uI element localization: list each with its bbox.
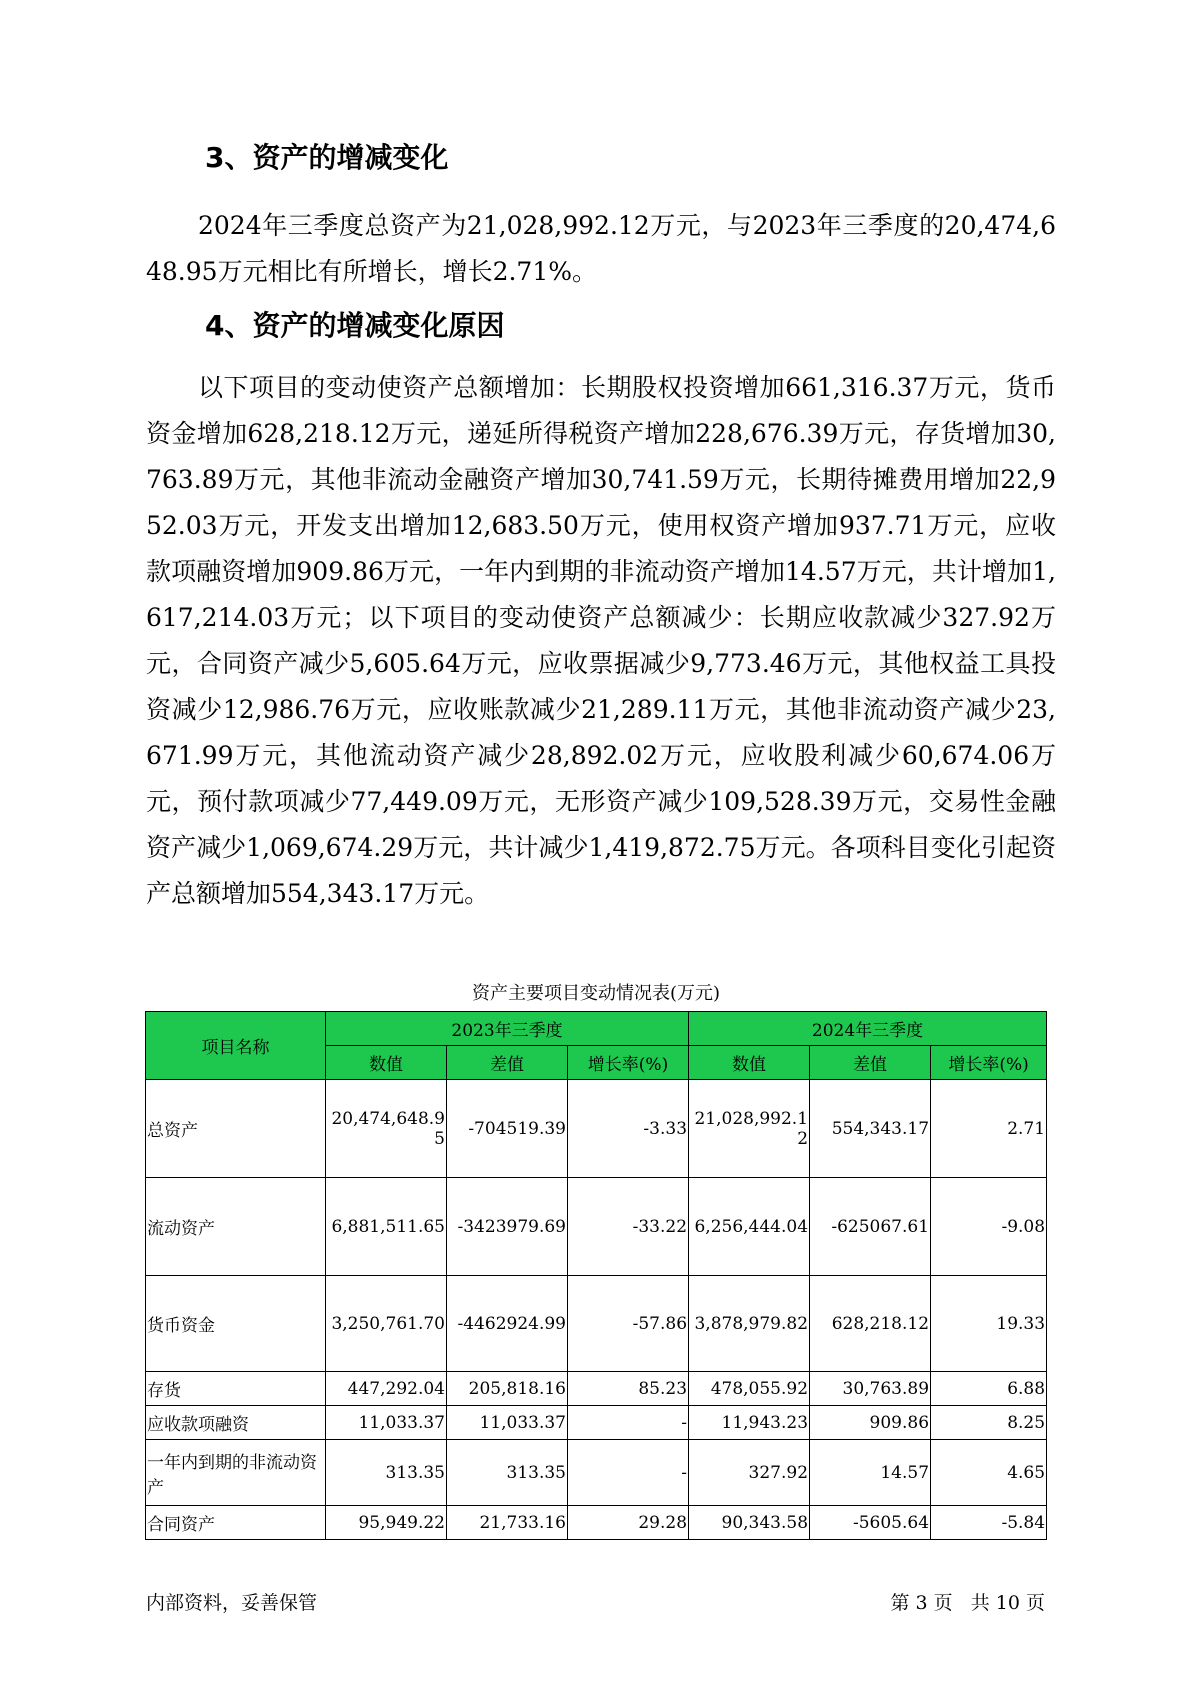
- cell-2023-rate: 85.23: [568, 1372, 689, 1406]
- cell-2023-diff: -4462924.99: [447, 1276, 568, 1372]
- table-row: [146, 1440, 1047, 1506]
- cell-2023-rate: -3.33: [568, 1080, 689, 1178]
- header-2023-rate: 增长率(%): [568, 1046, 689, 1080]
- cell-2024-rate: 6.88: [931, 1372, 1047, 1406]
- row-name: 流动资产: [146, 1178, 326, 1276]
- cell-2023-rate: -: [568, 1440, 689, 1506]
- cell-2024-value: 478,055.92: [689, 1372, 810, 1406]
- table-row: [146, 1506, 1047, 1540]
- cell-2024-rate: 8.25: [931, 1406, 1047, 1440]
- cell-2024-rate: -9.08: [931, 1178, 1047, 1276]
- table-row: [146, 1406, 1047, 1440]
- cell-2024-diff: 30,763.89: [810, 1372, 931, 1406]
- asset-change-table: [145, 1011, 1047, 1540]
- table-row: [146, 1080, 1047, 1178]
- cell-2023-value: 20,474,648.95: [326, 1080, 447, 1178]
- table-caption: 资产主要项目变动情况表(万元): [471, 983, 721, 1004]
- header-2023-diff: 差值: [447, 1046, 568, 1080]
- header-period-2023: 2023年三季度: [326, 1012, 689, 1046]
- cell-2024-rate: -5.84: [931, 1506, 1047, 1540]
- row-name: 合同资产: [146, 1506, 326, 1540]
- header-2024-value: 数值: [689, 1046, 810, 1080]
- header-2024-diff: 差值: [810, 1046, 931, 1080]
- header-2024-rate: 增长率(%): [931, 1046, 1047, 1080]
- cell-2024-value: 11,943.23: [689, 1406, 810, 1440]
- cell-2024-diff: 909.86: [810, 1406, 931, 1440]
- header-period-2024: 2024年三季度: [689, 1012, 1047, 1046]
- cell-2024-rate: 2.71: [931, 1080, 1047, 1178]
- cell-2023-rate: -33.22: [568, 1178, 689, 1276]
- row-name: 应收款项融资: [146, 1406, 326, 1440]
- row-name: 存货: [146, 1372, 326, 1406]
- cell-2023-value: 447,292.04: [326, 1372, 447, 1406]
- table-row: [146, 1276, 1047, 1372]
- section-4-heading: 4、资产的增减变化原因: [205, 309, 505, 342]
- cell-2023-value: 11,033.37: [326, 1406, 447, 1440]
- row-name: 一年内到期的非流动资产: [146, 1440, 326, 1506]
- cell-2024-diff: 14.57: [810, 1440, 931, 1506]
- footer-page-number: 第 3 页 共 10 页: [890, 1592, 1045, 1614]
- table-row: [146, 1372, 1047, 1406]
- cell-2024-diff: -5605.64: [810, 1506, 931, 1540]
- cell-2023-diff: -704519.39: [447, 1080, 568, 1178]
- cell-2023-value: 3,250,761.70: [326, 1276, 447, 1372]
- section-3-paragraph: 2024年三季度总资产为21,028,992.12万元，与2023年三季度的20,474,648.95万元相比有所增长，增长2.71%。: [146, 211, 1056, 286]
- section-4-paragraph: 以下项目的变动使资产总额增加：长期股权投资增加661,316.37万元，货币资金增加628,218.12万元，递延所得税资产增加228,676.39万元，存货增加30,763.89万元，其他非流动金融资产增加30,741.59万元，长期待摊费用增加22,952.03万元，开发支出增加12,683.50万元，使用权资产增加937.71万元，应收款项融资增加909.86万元，一年内到期的非流动资产增加14.57万元，共计增加1,617,214.03万元；以下项目的变动使资产总额减少：长期应收款减少327.92万元，合同资产减少5,605.64万元，应收票据减少9,773.46万元，其他权益工具投资减少12,986.76万元，应收账款减少21,289.11万元，其他非流动资产减少23,671.99万元，其他流动资产减少28,892.02万元，应收股利减少60,674.06万元，预付款项减少77,449.09万元，无形资产减少109,528.39万元，交易性金融资产减少1,069,674.29万元，共计减少1,419,872.75万元。各项科目变化引起资产总额增加554,343.17万元。: [146, 373, 1056, 908]
- cell-2023-rate: -57.86: [568, 1276, 689, 1372]
- cell-2023-diff: 313.35: [447, 1440, 568, 1506]
- cell-2023-value: 95,949.22: [326, 1506, 447, 1540]
- cell-2024-diff: 628,218.12: [810, 1276, 931, 1372]
- cell-2024-value: 90,343.58: [689, 1506, 810, 1540]
- cell-2024-value: 21,028,992.12: [689, 1080, 810, 1178]
- header-2023-value: 数值: [326, 1046, 447, 1080]
- row-name: 货币资金: [146, 1276, 326, 1372]
- cell-2023-diff: 21,733.16: [447, 1506, 568, 1540]
- cell-2023-rate: 29.28: [568, 1506, 689, 1540]
- header-item-name: 项目名称: [146, 1012, 326, 1080]
- cell-2024-value: 327.92: [689, 1440, 810, 1506]
- cell-2023-diff: 205,818.16: [447, 1372, 568, 1406]
- row-name: 总资产: [146, 1080, 326, 1178]
- cell-2023-value: 313.35: [326, 1440, 447, 1506]
- table-row: [146, 1178, 1047, 1276]
- cell-2023-diff: -3423979.69: [447, 1178, 568, 1276]
- footer-confidential-note: 内部资料，妥善保管: [146, 1592, 318, 1614]
- section-3-heading: 3、资产的增减变化: [205, 141, 449, 174]
- cell-2023-value: 6,881,511.65: [326, 1178, 447, 1276]
- cell-2023-rate: -: [568, 1406, 689, 1440]
- cell-2024-value: 6,256,444.04: [689, 1178, 810, 1276]
- cell-2024-rate: 19.33: [931, 1276, 1047, 1372]
- cell-2023-diff: 11,033.37: [447, 1406, 568, 1440]
- cell-2024-diff: -625067.61: [810, 1178, 931, 1276]
- cell-2024-value: 3,878,979.82: [689, 1276, 810, 1372]
- cell-2024-diff: 554,343.17: [810, 1080, 931, 1178]
- cell-2024-rate: 4.65: [931, 1440, 1047, 1506]
